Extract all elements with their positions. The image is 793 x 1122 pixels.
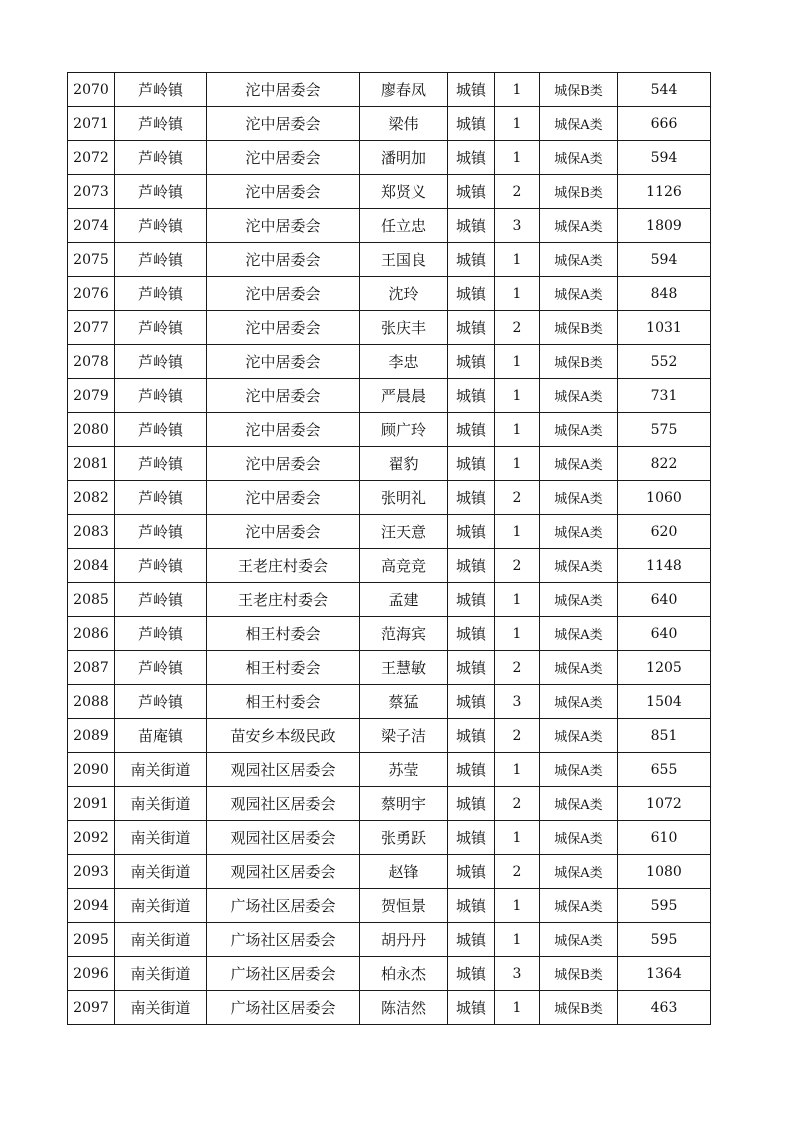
household-count-cell: 3 <box>495 685 540 719</box>
aid-category-cell: 城保B类 <box>540 175 618 209</box>
amount-cell: 666 <box>618 107 711 141</box>
aid-category-cell: 城保A类 <box>540 583 618 617</box>
table-row <box>68 379 711 413</box>
area-type-cell: 城镇 <box>448 481 495 515</box>
amount-cell: 640 <box>618 583 711 617</box>
row-number-cell: 2079 <box>68 379 115 413</box>
recipient-name-cell: 胡丹丹 <box>360 923 448 957</box>
row-number-cell: 2084 <box>68 549 115 583</box>
recipient-name-cell: 张明礼 <box>360 481 448 515</box>
aid-category-cell: 城保A类 <box>540 753 618 787</box>
aid-category-cell: 城保A类 <box>540 379 618 413</box>
area-type-cell: 城镇 <box>448 753 495 787</box>
recipient-name-cell: 汪天意 <box>360 515 448 549</box>
area-type-cell: 城镇 <box>448 617 495 651</box>
area-type-cell: 城镇 <box>448 413 495 447</box>
area-type-cell: 城镇 <box>448 515 495 549</box>
household-count-cell: 2 <box>495 787 540 821</box>
row-number-cell: 2073 <box>68 175 115 209</box>
amount-cell: 1205 <box>618 651 711 685</box>
household-count-cell: 1 <box>495 515 540 549</box>
amount-cell: 594 <box>618 243 711 277</box>
aid-category-cell: 城保B类 <box>540 73 618 107</box>
table-row <box>68 549 711 583</box>
row-number-cell: 2075 <box>68 243 115 277</box>
amount-cell: 1031 <box>618 311 711 345</box>
town-cell: 南关街道 <box>115 855 207 889</box>
aid-category-cell: 城保A类 <box>540 787 618 821</box>
household-count-cell: 1 <box>495 447 540 481</box>
area-type-cell: 城镇 <box>448 379 495 413</box>
committee-cell: 王老庄村委会 <box>207 583 360 617</box>
recipient-name-cell: 高竞竞 <box>360 549 448 583</box>
table-row <box>68 515 711 549</box>
recipient-name-cell: 梁伟 <box>360 107 448 141</box>
household-count-cell: 1 <box>495 141 540 175</box>
amount-cell: 594 <box>618 141 711 175</box>
area-type-cell: 城镇 <box>448 447 495 481</box>
town-cell: 芦岭镇 <box>115 243 207 277</box>
town-cell: 南关街道 <box>115 889 207 923</box>
committee-cell: 沱中居委会 <box>207 175 360 209</box>
town-cell: 芦岭镇 <box>115 549 207 583</box>
row-number-cell: 2080 <box>68 413 115 447</box>
amount-cell: 1364 <box>618 957 711 991</box>
row-number-cell: 2089 <box>68 719 115 753</box>
table-row <box>68 243 711 277</box>
aid-category-cell: 城保A类 <box>540 549 618 583</box>
aid-category-cell: 城保A类 <box>540 209 618 243</box>
row-number-cell: 2071 <box>68 107 115 141</box>
area-type-cell: 城镇 <box>448 583 495 617</box>
table-row <box>68 345 711 379</box>
town-cell: 芦岭镇 <box>115 141 207 175</box>
committee-cell: 观园社区居委会 <box>207 855 360 889</box>
town-cell: 芦岭镇 <box>115 73 207 107</box>
amount-cell: 851 <box>618 719 711 753</box>
household-count-cell: 1 <box>495 583 540 617</box>
recipient-name-cell: 顾广玲 <box>360 413 448 447</box>
table-row <box>68 685 711 719</box>
amount-cell: 822 <box>618 447 711 481</box>
table-row <box>68 719 711 753</box>
committee-cell: 沱中居委会 <box>207 447 360 481</box>
committee-cell: 相王村委会 <box>207 617 360 651</box>
aid-category-cell: 城保A类 <box>540 617 618 651</box>
recipient-name-cell: 王国良 <box>360 243 448 277</box>
aid-category-cell: 城保A类 <box>540 719 618 753</box>
table-row <box>68 481 711 515</box>
area-type-cell: 城镇 <box>448 923 495 957</box>
table-row <box>68 209 711 243</box>
row-number-cell: 2087 <box>68 651 115 685</box>
town-cell: 芦岭镇 <box>115 481 207 515</box>
aid-category-cell: 城保A类 <box>540 923 618 957</box>
committee-cell: 沱中居委会 <box>207 277 360 311</box>
household-count-cell: 1 <box>495 889 540 923</box>
recipient-name-cell: 严晨晨 <box>360 379 448 413</box>
household-count-cell: 1 <box>495 345 540 379</box>
town-cell: 南关街道 <box>115 957 207 991</box>
amount-cell: 1504 <box>618 685 711 719</box>
town-cell: 芦岭镇 <box>115 447 207 481</box>
household-count-cell: 1 <box>495 923 540 957</box>
amount-cell: 620 <box>618 515 711 549</box>
aid-category-cell: 城保A类 <box>540 889 618 923</box>
amount-cell: 595 <box>618 889 711 923</box>
table-row <box>68 923 711 957</box>
table-row <box>68 855 711 889</box>
table-row <box>68 957 711 991</box>
table-row <box>68 583 711 617</box>
amount-cell: 1809 <box>618 209 711 243</box>
committee-cell: 沱中居委会 <box>207 413 360 447</box>
aid-category-cell: 城保A类 <box>540 277 618 311</box>
recipient-name-cell: 范海宾 <box>360 617 448 651</box>
area-type-cell: 城镇 <box>448 787 495 821</box>
area-type-cell: 城镇 <box>448 685 495 719</box>
committee-cell: 相王村委会 <box>207 651 360 685</box>
committee-cell: 观园社区居委会 <box>207 753 360 787</box>
row-number-cell: 2081 <box>68 447 115 481</box>
amount-cell: 848 <box>618 277 711 311</box>
amount-cell: 1148 <box>618 549 711 583</box>
household-count-cell: 2 <box>495 175 540 209</box>
amount-cell: 1126 <box>618 175 711 209</box>
aid-category-cell: 城保A类 <box>540 481 618 515</box>
area-type-cell: 城镇 <box>448 651 495 685</box>
area-type-cell: 城镇 <box>448 277 495 311</box>
household-count-cell: 2 <box>495 855 540 889</box>
aid-category-cell: 城保B类 <box>540 957 618 991</box>
town-cell: 芦岭镇 <box>115 617 207 651</box>
committee-cell: 沱中居委会 <box>207 107 360 141</box>
committee-cell: 沱中居委会 <box>207 243 360 277</box>
aid-category-cell: 城保A类 <box>540 413 618 447</box>
table-row <box>68 175 711 209</box>
area-type-cell: 城镇 <box>448 243 495 277</box>
recipient-name-cell: 李忠 <box>360 345 448 379</box>
town-cell: 芦岭镇 <box>115 209 207 243</box>
household-count-cell: 1 <box>495 617 540 651</box>
household-count-cell: 1 <box>495 379 540 413</box>
table-row <box>68 787 711 821</box>
table-row <box>68 277 711 311</box>
table-row <box>68 141 711 175</box>
recipient-name-cell: 翟豹 <box>360 447 448 481</box>
town-cell: 芦岭镇 <box>115 277 207 311</box>
recipient-name-cell: 郑贤义 <box>360 175 448 209</box>
committee-cell: 王老庄村委会 <box>207 549 360 583</box>
committee-cell: 广场社区居委会 <box>207 991 360 1025</box>
area-type-cell: 城镇 <box>448 991 495 1025</box>
row-number-cell: 2096 <box>68 957 115 991</box>
household-count-cell: 3 <box>495 957 540 991</box>
amount-cell: 575 <box>618 413 711 447</box>
household-count-cell: 1 <box>495 413 540 447</box>
committee-cell: 观园社区居委会 <box>207 821 360 855</box>
row-number-cell: 2082 <box>68 481 115 515</box>
household-count-cell: 1 <box>495 243 540 277</box>
area-type-cell: 城镇 <box>448 209 495 243</box>
recipient-name-cell: 王慧敏 <box>360 651 448 685</box>
row-number-cell: 2097 <box>68 991 115 1025</box>
row-number-cell: 2077 <box>68 311 115 345</box>
row-number-cell: 2074 <box>68 209 115 243</box>
committee-cell: 广场社区居委会 <box>207 923 360 957</box>
town-cell: 芦岭镇 <box>115 175 207 209</box>
table-row <box>68 107 711 141</box>
row-number-cell: 2072 <box>68 141 115 175</box>
committee-cell: 沱中居委会 <box>207 345 360 379</box>
aid-category-cell: 城保B类 <box>540 991 618 1025</box>
table-row <box>68 821 711 855</box>
committee-cell: 沱中居委会 <box>207 209 360 243</box>
town-cell: 芦岭镇 <box>115 413 207 447</box>
table-row <box>68 447 711 481</box>
aid-category-cell: 城保A类 <box>540 447 618 481</box>
committee-cell: 沱中居委会 <box>207 379 360 413</box>
household-count-cell: 2 <box>495 549 540 583</box>
household-count-cell: 1 <box>495 821 540 855</box>
household-count-cell: 1 <box>495 991 540 1025</box>
table-row <box>68 617 711 651</box>
amount-cell: 1072 <box>618 787 711 821</box>
town-cell: 南关街道 <box>115 753 207 787</box>
aid-category-cell: 城保B类 <box>540 311 618 345</box>
aid-category-cell: 城保A类 <box>540 821 618 855</box>
household-count-cell: 2 <box>495 311 540 345</box>
town-cell: 南关街道 <box>115 821 207 855</box>
recipient-name-cell: 张庆丰 <box>360 311 448 345</box>
committee-cell: 沱中居委会 <box>207 141 360 175</box>
row-number-cell: 2090 <box>68 753 115 787</box>
area-type-cell: 城镇 <box>448 73 495 107</box>
household-count-cell: 2 <box>495 481 540 515</box>
row-number-cell: 2095 <box>68 923 115 957</box>
area-type-cell: 城镇 <box>448 719 495 753</box>
committee-cell: 沱中居委会 <box>207 311 360 345</box>
recipient-name-cell: 任立忠 <box>360 209 448 243</box>
household-count-cell: 1 <box>495 73 540 107</box>
row-number-cell: 2076 <box>68 277 115 311</box>
recipient-name-cell: 廖春凤 <box>360 73 448 107</box>
welfare-table-container <box>67 72 711 1025</box>
committee-cell: 广场社区居委会 <box>207 957 360 991</box>
amount-cell: 610 <box>618 821 711 855</box>
aid-category-cell: 城保A类 <box>540 141 618 175</box>
recipient-name-cell: 贺恒景 <box>360 889 448 923</box>
town-cell: 芦岭镇 <box>115 345 207 379</box>
area-type-cell: 城镇 <box>448 821 495 855</box>
town-cell: 苗庵镇 <box>115 719 207 753</box>
table-row <box>68 651 711 685</box>
row-number-cell: 2091 <box>68 787 115 821</box>
area-type-cell: 城镇 <box>448 175 495 209</box>
recipient-name-cell: 梁子洁 <box>360 719 448 753</box>
town-cell: 芦岭镇 <box>115 583 207 617</box>
table-row <box>68 753 711 787</box>
household-count-cell: 1 <box>495 107 540 141</box>
committee-cell: 沱中居委会 <box>207 481 360 515</box>
town-cell: 南关街道 <box>115 923 207 957</box>
household-count-cell: 2 <box>495 719 540 753</box>
table-row <box>68 889 711 923</box>
household-count-cell: 1 <box>495 753 540 787</box>
aid-category-cell: 城保A类 <box>540 515 618 549</box>
committee-cell: 相王村委会 <box>207 685 360 719</box>
amount-cell: 640 <box>618 617 711 651</box>
area-type-cell: 城镇 <box>448 549 495 583</box>
amount-cell: 552 <box>618 345 711 379</box>
town-cell: 芦岭镇 <box>115 515 207 549</box>
town-cell: 芦岭镇 <box>115 685 207 719</box>
town-cell: 芦岭镇 <box>115 311 207 345</box>
recipient-name-cell: 张勇跃 <box>360 821 448 855</box>
row-number-cell: 2085 <box>68 583 115 617</box>
recipient-name-cell: 孟建 <box>360 583 448 617</box>
recipient-name-cell: 赵锋 <box>360 855 448 889</box>
row-number-cell: 2086 <box>68 617 115 651</box>
aid-category-cell: 城保A类 <box>540 855 618 889</box>
area-type-cell: 城镇 <box>448 889 495 923</box>
town-cell: 芦岭镇 <box>115 651 207 685</box>
household-count-cell: 1 <box>495 277 540 311</box>
amount-cell: 463 <box>618 991 711 1025</box>
area-type-cell: 城镇 <box>448 141 495 175</box>
aid-category-cell: 城保A类 <box>540 107 618 141</box>
area-type-cell: 城镇 <box>448 855 495 889</box>
table-row <box>68 991 711 1025</box>
table-row <box>68 311 711 345</box>
amount-cell: 731 <box>618 379 711 413</box>
aid-category-cell: 城保A类 <box>540 651 618 685</box>
table-row <box>68 413 711 447</box>
table-row <box>68 73 711 107</box>
recipient-name-cell: 潘明加 <box>360 141 448 175</box>
amount-cell: 595 <box>618 923 711 957</box>
recipient-name-cell: 蔡猛 <box>360 685 448 719</box>
committee-cell: 广场社区居委会 <box>207 889 360 923</box>
recipient-name-cell: 陈洁然 <box>360 991 448 1025</box>
area-type-cell: 城镇 <box>448 345 495 379</box>
amount-cell: 1080 <box>618 855 711 889</box>
row-number-cell: 2078 <box>68 345 115 379</box>
row-number-cell: 2092 <box>68 821 115 855</box>
committee-cell: 沱中居委会 <box>207 515 360 549</box>
area-type-cell: 城镇 <box>448 957 495 991</box>
recipient-name-cell: 蔡明宇 <box>360 787 448 821</box>
recipient-name-cell: 沈玲 <box>360 277 448 311</box>
household-count-cell: 3 <box>495 209 540 243</box>
welfare-recipient-table <box>67 72 711 1025</box>
town-cell: 南关街道 <box>115 787 207 821</box>
recipient-name-cell: 苏莹 <box>360 753 448 787</box>
committee-cell: 沱中居委会 <box>207 73 360 107</box>
amount-cell: 655 <box>618 753 711 787</box>
amount-cell: 544 <box>618 73 711 107</box>
recipient-name-cell: 柏永杰 <box>360 957 448 991</box>
row-number-cell: 2088 <box>68 685 115 719</box>
area-type-cell: 城镇 <box>448 107 495 141</box>
row-number-cell: 2070 <box>68 73 115 107</box>
committee-cell: 苗安乡本级民政 <box>207 719 360 753</box>
aid-category-cell: 城保A类 <box>540 243 618 277</box>
town-cell: 芦岭镇 <box>115 107 207 141</box>
town-cell: 芦岭镇 <box>115 379 207 413</box>
row-number-cell: 2083 <box>68 515 115 549</box>
town-cell: 南关街道 <box>115 991 207 1025</box>
amount-cell: 1060 <box>618 481 711 515</box>
aid-category-cell: 城保B类 <box>540 345 618 379</box>
aid-category-cell: 城保A类 <box>540 685 618 719</box>
row-number-cell: 2094 <box>68 889 115 923</box>
area-type-cell: 城镇 <box>448 311 495 345</box>
row-number-cell: 2093 <box>68 855 115 889</box>
household-count-cell: 2 <box>495 651 540 685</box>
table-body <box>68 73 711 1025</box>
committee-cell: 观园社区居委会 <box>207 787 360 821</box>
